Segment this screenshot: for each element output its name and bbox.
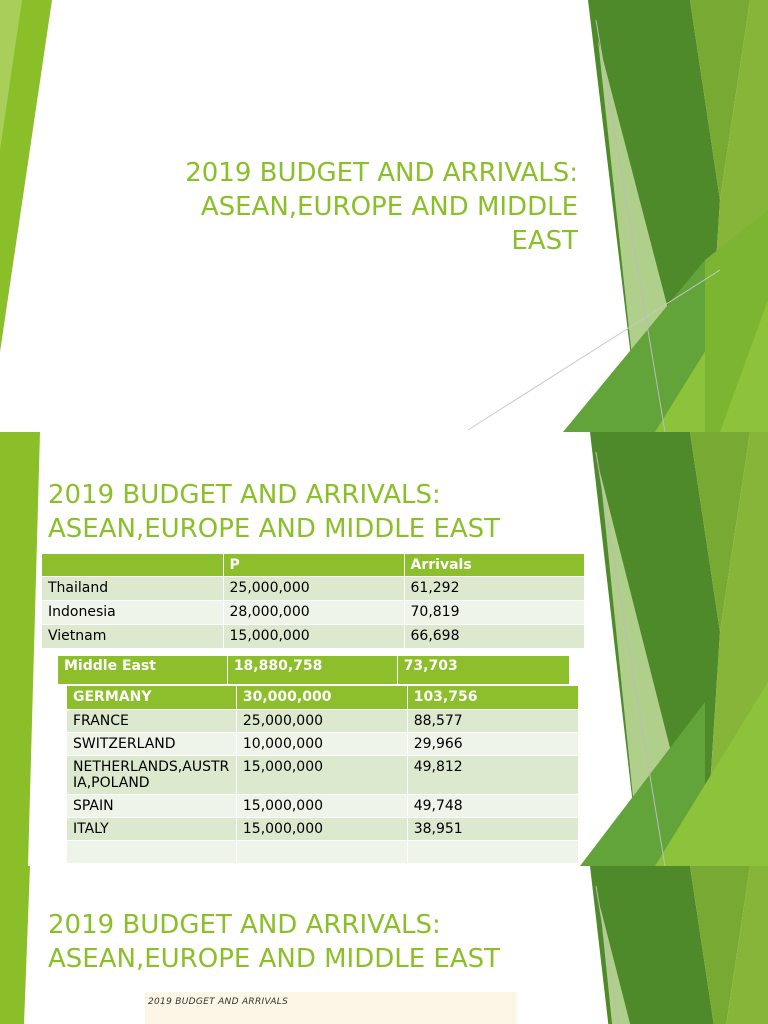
middle-east-row: [58, 656, 570, 684]
asean-table: [42, 554, 584, 648]
slide-1-title: [118, 156, 578, 258]
slide-3-title-line-2: ASEAN,EUROPE AND MIDDLE EAST: [48, 944, 501, 974]
table-cell: 28,000,000: [223, 601, 404, 625]
left-facet: [0, 432, 40, 866]
slide-1: [0, 0, 768, 432]
table-row: [67, 756, 579, 795]
table-cell: 70,819: [404, 601, 584, 625]
table-cell: 88,577: [407, 710, 578, 733]
table-row: [42, 601, 584, 625]
table-row: [67, 795, 579, 818]
asean-header-country: [42, 554, 223, 577]
table-cell: [236, 841, 407, 864]
asean-table-header: [42, 554, 584, 577]
europe-header-cell: 103,756: [407, 686, 578, 710]
table-cell: 25,000,000: [236, 710, 407, 733]
table-cell: Vietnam: [42, 625, 223, 649]
slide-1-title-line-1: 2019 BUDGET AND ARRIVALS:: [185, 158, 578, 188]
table-row: [67, 710, 579, 733]
slide-2-title: [48, 478, 608, 546]
table-cell: 18,880,758: [227, 656, 397, 684]
slide-3-title: [48, 908, 608, 976]
table-cell: NETHERLANDS,AUSTRIA,POLAND: [67, 756, 237, 795]
table-cell: 15,000,000: [236, 795, 407, 818]
table-row: [67, 818, 579, 841]
table-cell: 25,000,000: [223, 577, 404, 601]
table-cell: SPAIN: [67, 795, 237, 818]
left-facet: [0, 866, 30, 1024]
europe-table-header: [67, 686, 579, 710]
embedded-image-caption: 2019 BUDGET AND ARRIVALS: [148, 997, 289, 1007]
table-cell: Middle East: [58, 656, 228, 684]
table-row: [67, 841, 579, 864]
asean-header-arrivals: Arrivals: [404, 554, 584, 577]
europe-table: [66, 686, 578, 863]
table-cell: SWITZERLAND: [67, 733, 237, 756]
table-cell: Thailand: [42, 577, 223, 601]
middle-east-table: [57, 656, 569, 684]
table-cell: FRANCE: [67, 710, 237, 733]
table-cell: 66,698: [404, 625, 584, 649]
table-cell: 15,000,000: [236, 818, 407, 841]
table-cell: 10,000,000: [236, 733, 407, 756]
slide-1-title-line-3: EAST: [511, 226, 578, 256]
slide-2-title-line-2: ASEAN,EUROPE AND MIDDLE EAST: [48, 514, 501, 544]
europe-header-cell: 30,000,000: [236, 686, 407, 710]
table-row: [67, 733, 579, 756]
slide-1-title-line-2: ASEAN,EUROPE AND MIDDLE: [200, 192, 578, 222]
table-cell: 61,292: [404, 577, 584, 601]
table-cell: ITALY: [67, 818, 237, 841]
asean-header-budget: P: [223, 554, 404, 577]
table-cell: 15,000,000: [236, 756, 407, 795]
table-cell: 49,748: [407, 795, 578, 818]
slide-3: [0, 866, 768, 1024]
slide-2-title-line-1: 2019 BUDGET AND ARRIVALS:: [48, 480, 441, 510]
europe-header-cell: GERMANY: [67, 686, 237, 710]
table-cell: [67, 841, 237, 864]
table-cell: 49,812: [407, 756, 578, 795]
table-cell: Indonesia: [42, 601, 223, 625]
table-row: [42, 625, 584, 649]
table-cell: 73,703: [397, 656, 569, 684]
slide-2: [0, 432, 768, 866]
table-cell: [407, 841, 578, 864]
embedded-image: [145, 992, 517, 1024]
table-cell: 29,966: [407, 733, 578, 756]
slide-3-title-line-1: 2019 BUDGET AND ARRIVALS:: [48, 910, 441, 940]
table-cell: 38,951: [407, 818, 578, 841]
table-cell: 15,000,000: [223, 625, 404, 649]
table-row: [42, 577, 584, 601]
